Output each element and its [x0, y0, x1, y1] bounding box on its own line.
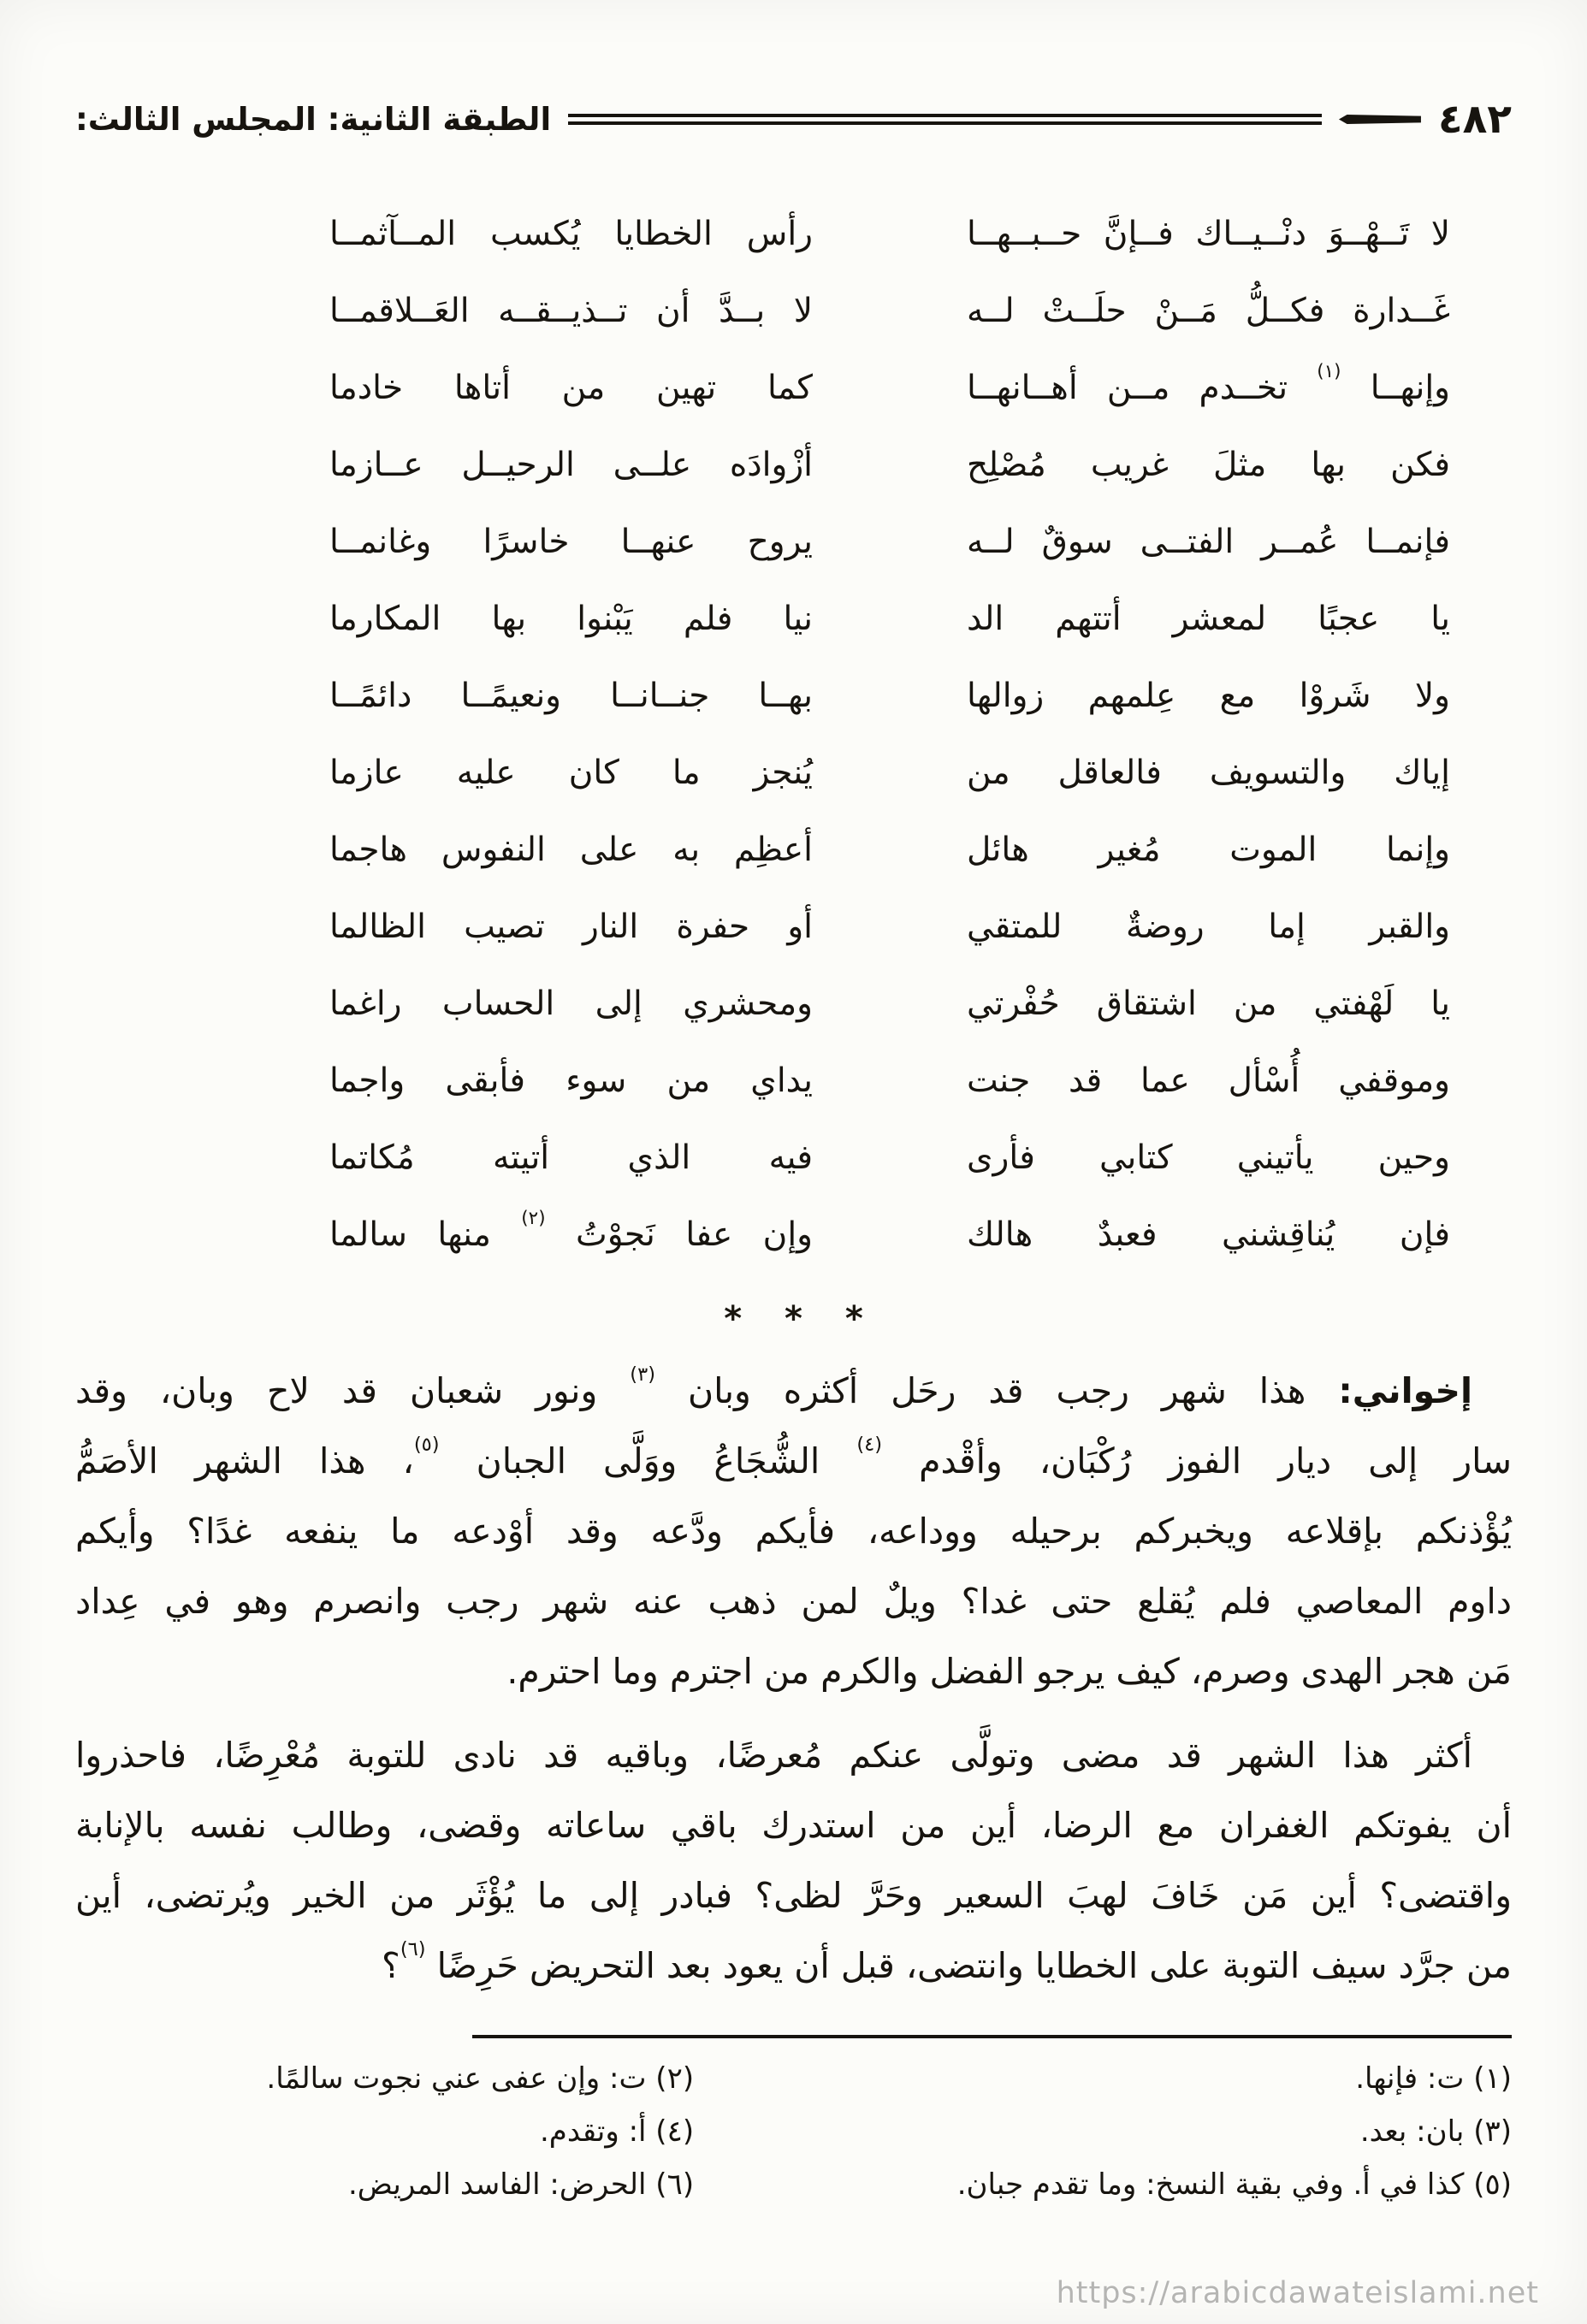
footnote-marker: (٤) [856, 1434, 883, 1457]
hemistich-first: يا لَهْفتي من اشتقاق حُفْرتي [967, 984, 1450, 1023]
hemistich-first: فكن بها مثلَ غريب مُصْلِح [967, 445, 1450, 484]
header-ornament-rule [568, 114, 1322, 125]
hemistich-first: لا تَــهْــوَ دنْــيــاك فــإنَّ حــبــهــا [967, 214, 1450, 253]
hemistich-first: وموقفي أُسْأل عما قد جنت [967, 1061, 1450, 1100]
hemistich-first: فإنمــا عُمــر الفتــى سوقٌ لــه [967, 522, 1450, 561]
poem-separator-stars: * * * [724, 1299, 863, 1339]
poem-verse [329, 504, 1450, 581]
hemistich-first: والقبر إما روضةٌ للمتقي [967, 907, 1450, 946]
hemistich-second: نيا فلم يَبْنوا بها المكارما [329, 599, 813, 638]
paragraph-lead: إخواني: [1338, 1370, 1472, 1411]
footnote-marker: (٣) [630, 1363, 655, 1387]
hemistich-second: أو حفرة النار تصيب الظالما [329, 907, 813, 946]
footnote-item: (٣) بان: بعد. [1359, 2114, 1512, 2149]
footnote-marker: (٦) [400, 1938, 426, 1961]
poem-verse [329, 581, 1450, 658]
text-line: واقتضى؟ أين مَن خَافَ لهبَ السعير وحَرَّ لظى؟ فبادر إلى ما يُؤْثَر من الخير ويُرتضى، أين [75, 1875, 1512, 1916]
footnote-marker: (١) [1317, 360, 1341, 382]
poem-verse [329, 1120, 1450, 1197]
poem-verse [329, 1043, 1450, 1120]
poem-verse [329, 273, 1450, 350]
page-number: ٤٨٢ [1437, 96, 1512, 143]
footnote-marker: (٢) [521, 1207, 546, 1229]
poem-section [329, 196, 1450, 1274]
hemistich-second: رأس الخطايا يُكسب المــآثمــا [329, 214, 813, 253]
poem-verse [329, 1197, 1450, 1274]
hemistich-second: وإن عفا نَجوْتُ $^{(٢)}$ منها سالما [329, 1207, 813, 1254]
hemistich-second: أعظِم به على النفوس هاجما [329, 830, 813, 869]
hemistich-second: لا بــدَّ أن تــذيــقــه العَــلاقمــا [329, 291, 813, 330]
hemistich-second: يداي من سوء فأبقى واجما [329, 1061, 813, 1100]
hemistich-first: وإنما الموت مُغير هائل [967, 830, 1450, 869]
hemistich-second: بهــا جنــانــا ونعيمًــا دائمًــا [329, 676, 813, 715]
hemistich-second: كما تهين من أتاها خادما [329, 368, 813, 407]
paragraph [75, 1356, 1512, 1706]
poem-verse [329, 966, 1450, 1043]
text-line: أكثر هذا الشهر قد مضى وتولَّى عنكم مُعرضًا، وباقيه قد نادى للتوبة مُعْرِضًا، فاحذروا [75, 1735, 1472, 1776]
hemistich-first: فإن يُناقِشني فعبدٌ هالك [967, 1215, 1450, 1254]
footnote-marker: (٥) [413, 1434, 440, 1457]
hemistich-second: ومحشري إلى الحساب راغما [329, 984, 813, 1023]
poem-verse [329, 735, 1450, 812]
text-line: داوم المعاصي فلم يُقلع حتى غدا؟ ويلٌ لمن ذهب عنه شهر رجب وانصرم وهو في عِداد [75, 1581, 1512, 1622]
text-line: يُؤْذنكم بإقلاعه ويخبركم برحيله ووداعه، فأيكم ودَّعه وقد أوْدعه ما ينفعه غدًا؟ وأيكم [75, 1511, 1512, 1552]
text-line: مَن هجر الهدى وصرم، كيف يرجو الفضل والكرم من اجترم وما احترم. [506, 1651, 1512, 1692]
paragraph [75, 1720, 1512, 2001]
hemistich-second: أزْوادَه علــى الرحيــل عــازما [329, 445, 813, 484]
hemistich-first: يا عجبًا لمعشر أتتهم الد [967, 599, 1450, 638]
footnote-item: (١) ت: فإنها. [1355, 2061, 1512, 2096]
text-line: أن يفوتكم الغفران مع الرضا، أين من استدرك باقي ساعاته وقضى، وطالب نفسه بالإنابة [75, 1805, 1512, 1846]
poem-verse [329, 427, 1450, 504]
hemistich-first: وحين يأتيني كتابي فأرى [967, 1138, 1450, 1177]
footnotes-section [0, 2038, 1587, 2206]
hemistich-first: ولا شَروْا مع عِلمهم زوالها [967, 676, 1450, 715]
footnote-item: (٥) كذا في أ. وفي بقية النسخ: وما تقدم جبان. [956, 2167, 1512, 2202]
footnote-item: (٢) ت: وإن عفى عني نجوت سالمًا. [266, 2061, 695, 2096]
poem-verse [329, 350, 1450, 427]
text-line: سار إلى ديار الفوز رُكْبَان، وأقْدم $^{(٤)}$ الشُّجَاعُ ووَلَّى الجبان $^{(٥)}$، هذا الشهر الأصَمُّ [75, 1434, 1513, 1481]
poem-verse [329, 196, 1450, 273]
footnote-item: (٤) أ: وتقدم. [539, 2114, 695, 2149]
hemistich-first: إياك والتسويف فالعاقل من [967, 753, 1450, 792]
section-title: الطبقة الثانية: المجلس الثالث: [75, 101, 552, 138]
hemistich-second: يُنجز ما كان عليه عازما [329, 753, 813, 792]
hemistich-second: فيه الذي أتيته مُكاتما [329, 1138, 813, 1177]
poem-verse [329, 658, 1450, 735]
hemistich-first: وإنهــا $^{(١)}$ تخــدم مــن أهــانهــا [967, 360, 1450, 407]
hemistich-first: غَــدارة فكــلُّ مَــنْ حلَــتْ لــه [967, 291, 1450, 330]
prose-section [0, 1339, 1587, 2001]
watermark-url: https://arabicdawateislami.net [1056, 2276, 1539, 2310]
hemistich-second: يروح عنهــا خاسرًا وغانمــا [329, 522, 813, 561]
footnote-item: (٦) الحرض: الفاسد المريض. [347, 2167, 695, 2202]
text-line: إخواني: هذا شهر رجب قد رحَل أكثره وبان $^{(٣)}$ ونور شعبان قد لاح وبان، وقد [75, 1363, 1472, 1411]
text-line: من جرَّد سيف التوبة على الخطايا وانتضى، قبل أن يعود بعد التحريض حَرِضًا $^{(٦)}$؟ [382, 1938, 1512, 1986]
header-ornament-bar [1339, 115, 1421, 125]
poem-verse [329, 812, 1450, 889]
page-header [0, 0, 1587, 143]
poem-verse [329, 889, 1450, 966]
